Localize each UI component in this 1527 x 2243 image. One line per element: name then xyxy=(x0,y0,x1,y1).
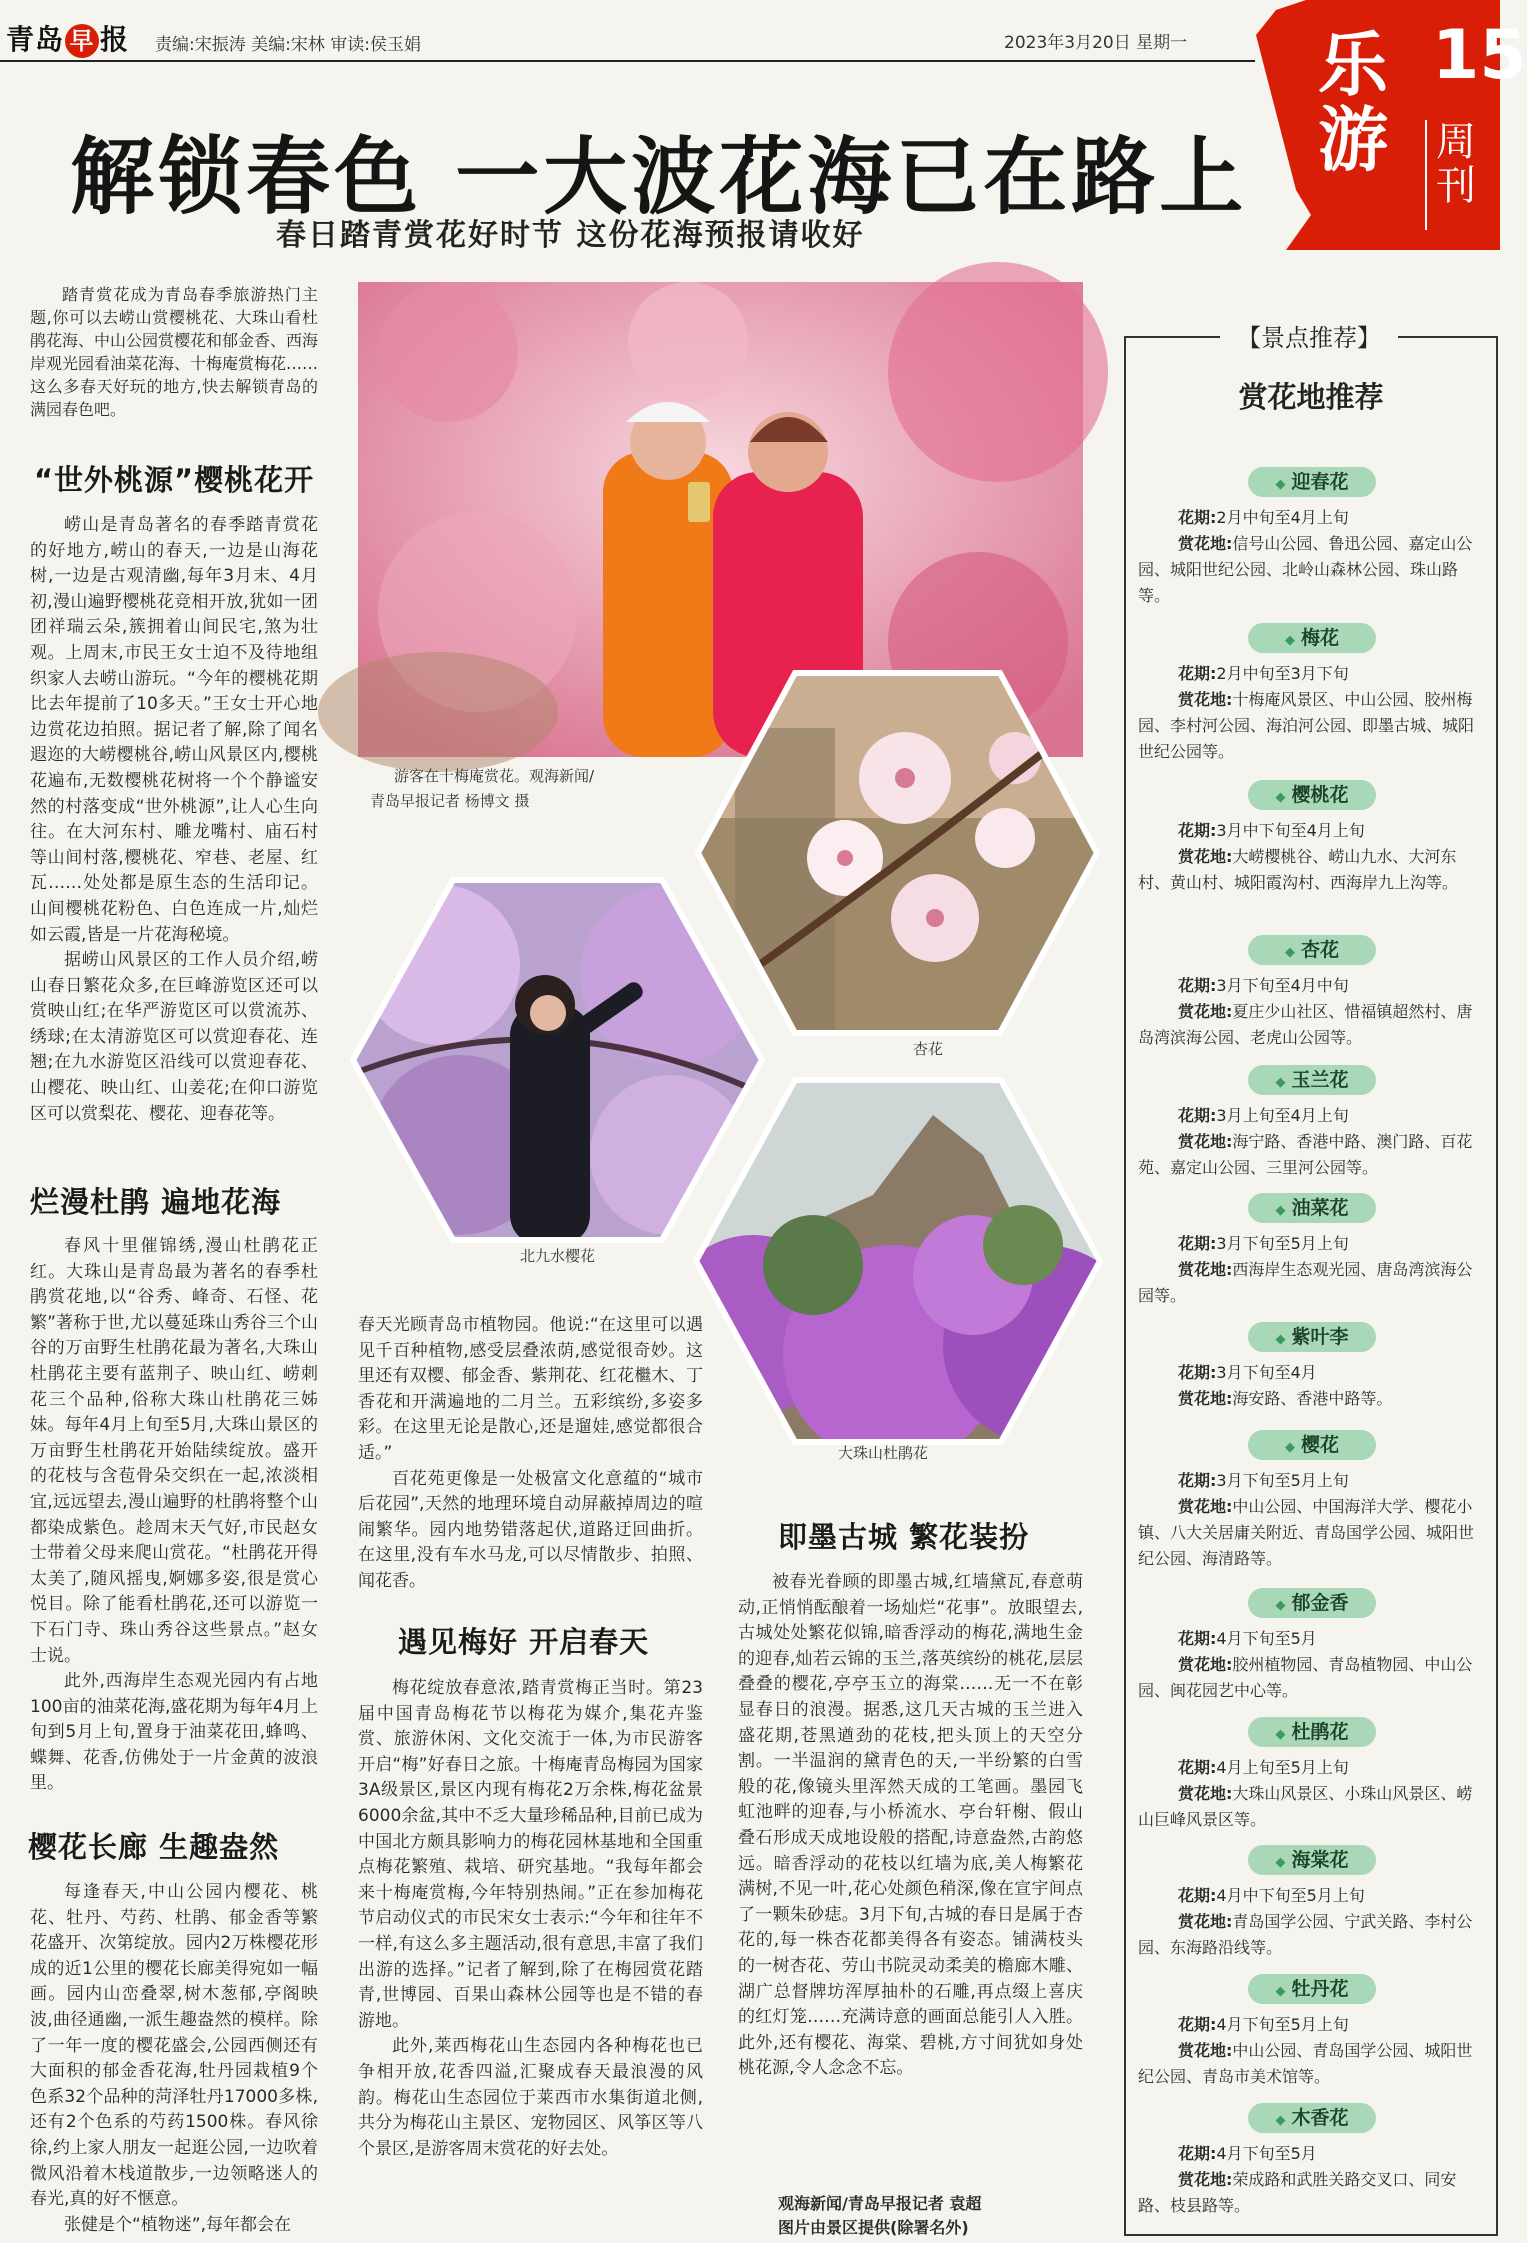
flower-locations xyxy=(1138,2038,1482,2090)
flower-period xyxy=(1138,661,1482,687)
flower-name-badge: ◆ 郁金香 xyxy=(1248,1588,1376,1618)
flower-period xyxy=(1138,1626,1482,1652)
section-title-azalea: 烂漫杜鹃 遍地花海 xyxy=(30,1185,282,1219)
flower-info xyxy=(1138,1103,1482,1181)
location-value: 夏庄少山社区、惜福镇超然村、唐岛湾滨海公园、老虎山公园等。 xyxy=(1138,1002,1473,1047)
location-value: 海安路、香港中路等。 xyxy=(1232,1389,1393,1408)
weekly-label: 周刊 xyxy=(1436,119,1476,209)
location-label: 赏花地: xyxy=(1178,1497,1233,1516)
flower-name-badge: ◆ 杜鹃花 xyxy=(1248,1717,1376,1747)
flower-locations xyxy=(1138,999,1482,1051)
location-label: 赏花地: xyxy=(1178,2170,1233,2189)
flower-info xyxy=(1138,1755,1482,1833)
flower-period xyxy=(1138,1231,1482,1257)
location-label: 赏花地: xyxy=(1178,534,1233,553)
plum-section-body: 梅花绽放春意浓,踏青赏梅正当时。第23届中国青岛梅花节以梅花为媒介,集花卉鉴赏、旅游休闲、文化交流于一体,为市民游客开启“梅”好春日之旅。十梅庵青岛梅园为国家3A级景区,景区内现有梅花2万余株,梅花盆景6000余盆,其中不乏大量珍稀品种,目前已成为中国北方颇具影响力的梅花园林基地和全国重点梅花繁殖、栽培、研究基地。“我每年都会来十梅庵赏梅,今年特别热闹。”正在参加梅花节启动仪式的市民宋女士表示:“今年和往年不一样,有这么多主题活动,很有意思,丰富了我们出游的选择。”记者了解到,除了在梅园赏花踏青,世博园、百果山森林公园等也是不错的春游地。 此外,莱西梅花山生态园内各种梅花也已争相开放,花香四溢,汇聚成春天最浪漫的风韵。梅花山生态园位于莱西市水集街道北侧,共分为梅花山主景区、宠物园区、风筝区等八个景区,是游客周末赏花的好去处。 xyxy=(358,1678,703,2159)
flower-info xyxy=(1138,818,1482,896)
flower-locations xyxy=(1138,844,1482,896)
main-photo-caption-line1: 游客在十梅庵赏花。观海新闻/ xyxy=(394,767,595,785)
section-name-char1: 乐 xyxy=(1318,24,1388,106)
flower-name-badge: ◆ 牡丹花 xyxy=(1248,1974,1376,2004)
section1-body: 崂山是青岛著名的春季踏青赏花的好地方,崂山的春天,一边是山海花树,一边是古观清幽,每年3月末、4月初,漫山遍野樱桃花竞相开放,犹如一团团祥瑞云朵,簇拥着山间民宅,煞为壮观。上周末,市民王女士迫不及待地组织家人去崂山游玩。“今年的樱桃花期比去年提前了10多天。”王女士开心地边赏花边拍照。据记者了解,除了闻名遐迩的大崂樱桃谷,崂山风景区内,樱桃花遍布,无数樱桃花树将一个个静谧安然的村落变成“世外桃源”,让人心生向往。在大河东村、雕龙嘴村、庙石村等山间村落,樱桃花、窄巷、老屋、红瓦……处处都是原生态的生活印记。山间樱桃花粉色、白色连成一片,灿烂如云霞,皆是一片花海秘境。 据崂山风景区的工作人员介绍,崂山春日繁花众多,在巨峰游览区还可以赏映山红;在华严游览区可以赏流苏、绣球;在太清游览区可以赏迎春花、连翘;在九水游览区沿线可以赏迎春花、山樱花、映山红、山姜花;在仰口游览区可以赏梨花、樱花、迎春花等。 xyxy=(30,515,318,1124)
flower-name-badge: ◆ 玉兰花 xyxy=(1248,1065,1376,1095)
flower-period xyxy=(1138,2141,1482,2167)
flower-info xyxy=(1138,1468,1482,1572)
flower-info xyxy=(1138,1883,1482,1961)
period-value: 3月下旬至5月上旬 xyxy=(1216,1471,1349,1490)
flower-name-badge: ◆ 杏花 xyxy=(1248,935,1376,965)
section-badge xyxy=(1256,0,1527,250)
location-value: 荣成路和武胜关路交叉口、同安路、枝县路等。 xyxy=(1138,2170,1457,2215)
jimo-section-body: 被春光眷顾的即墨古城,红墙黛瓦,春意萌动,正悄悄酝酿着一场灿烂“花事”。放眼望去,古城处处繁花似锦,暗香浮动的梅花,满地生金的迎春,灿若云锦的玉兰,落英缤纷的桃花,层层叠叠的樱花,亭亭玉立的海棠……无一不在彰显春日的浪漫。据悉,这几天古城的玉兰进入盛花期,苍黑遒劲的花枝,把头顶上的天空分割。一半温润的黛青色的天,一半纷繁的白雪般的花,像镜头里浑然天成的工笔画。墨园飞虹池畔的迎春,与小桥流水、亭台轩榭、假山叠石形成天成地设般的搭配,诗意盎然,古韵悠远。暗香浮动的花枝以红墙为底,美人梅繁花满树,不见一叶,花心处颜色稍深,像在宣宇间点了一颗朱砂痣。3月下旬,古城的春日是属于杏花的,每一株杏花都美得各有姿态。铺满枝头的一树杏花、劳山书院灵动柔美的檐廊木雕、湖广总督牌坊浑厚抽朴的石雕,再点缀上喜庆的红灯笼……充满诗意的画面总能引人入胜。此外,还有樱花、海棠、碧桃,方寸间犹如身处桃花源,令人念念不忘。 xyxy=(738,1572,1083,2079)
period-label: 花期: xyxy=(1178,2015,1217,2034)
period-value: 3月下旬至4月中旬 xyxy=(1216,976,1349,995)
location-label: 赏花地: xyxy=(1178,1784,1233,1803)
location-value: 信号山公园、鲁迅公园、嘉定山公园、城阳世纪公园、北岭山森林公园、珠山路等。 xyxy=(1138,534,1473,605)
location-label: 赏花地: xyxy=(1178,1132,1233,1151)
period-label: 花期: xyxy=(1178,1758,1217,1777)
flower-name-badge: ◆ 木香花 xyxy=(1248,2103,1376,2133)
location-value: 大珠山风景区、小珠山风景区、崂山巨峰风景区等。 xyxy=(1138,1784,1473,1829)
location-value: 海宁路、香港中路、澳门路、百花苑、嘉定山公园、三里河公园等。 xyxy=(1138,1132,1473,1177)
editor-credits: 责编:宋振涛 美编:宋林 审读:侯玉娟 xyxy=(155,35,421,55)
section-title-cherry-blossom: “世外桃源”樱桃花开 xyxy=(34,463,315,497)
location-label: 赏花地: xyxy=(1178,1389,1233,1408)
flower-locations xyxy=(1138,1257,1482,1309)
flower-period xyxy=(1138,505,1482,531)
section-title-plum: 遇见梅好 开启春天 xyxy=(398,1625,650,1659)
section2-body: 春风十里催锦绣,漫山杜鹃花正红。大珠山是青岛最为著名的春季杜鹃赏花地,以“谷秀、峰奇、石怪、花繁”著称于世,尤以蔓延珠山秀谷三个山谷的万亩野生杜鹃花最为著名,大珠山杜鹃花主要有蓝荆子、映山红、崂刺花三个品种,俗称大珠山杜鹃花三姊妹。每年4月上旬至5月,大珠山景区的万亩野生杜鹃花开始陆续绽放。盛开的花枝与含苞骨朵交织在一起,浓淡相宜,远远望去,漫山遍野的杜鹃将整个山都染成紫色。趁周末天气好,市民赵女士带着父母来爬山赏花。“杜鹃花开得太美了,随风摇曳,婀娜多姿,很是赏心悦目。除了能看杜鹃花,还可以游览一下石门寺、珠山秀谷这些景点。”赵女士说。 此外,西海岸生态观光园内有占地100亩的油菜花海,盛花期为每年4月上旬到5月上旬,置身于油菜花田,蜂鸣、蝶舞、花香,仿佛处于一片金黄的波浪里。 xyxy=(30,1236,318,1794)
flower-period xyxy=(1138,1468,1482,1494)
location-value: 西海岸生态观光园、唐岛湾滨海公园等。 xyxy=(1138,1260,1473,1305)
flower-locations xyxy=(1138,531,1482,609)
flower-locations xyxy=(1138,1909,1482,1961)
location-value: 中山公园、青岛国学公园、城阳世纪公园、青岛市美术馆等。 xyxy=(1138,2041,1473,2086)
period-label: 花期: xyxy=(1178,2144,1217,2163)
section3-body: 每逢春天,中山公园内樱花、桃花、牡丹、芍药、杜鹃、郁金香等繁花盛开、次第绽放。园内2万株樱花形成的近1公里的樱花长廊美得宛如一幅画。园内山峦叠翠,树木葱郁,亭阁映波,曲径通幽,一派生趣盎然的模样。除了一年一度的樱花盛会,公园西侧还有大面积的郁金香花海,牡丹园栽植9个色系32个品种的菏泽牡丹17000多株,还有2个色系的芍药1500株。春风徐徐,约上家人朋友一起逛公园,一边吹着微风沿着木栈道散步,一边领略迷人的春光,真的好不惬意。 张健是个“植物迷”,每年都会在 xyxy=(30,1882,318,2235)
section-name-char2: 游 xyxy=(1318,99,1388,181)
flower-info xyxy=(1138,2141,1482,2219)
flower-period xyxy=(1138,1883,1482,1909)
apricot-caption: 杏花 xyxy=(913,1040,944,1058)
period-value: 4月上旬至5月上旬 xyxy=(1216,1758,1349,1777)
flower-info xyxy=(1138,505,1482,609)
period-label: 花期: xyxy=(1178,1471,1217,1490)
location-value: 十梅庵风景区、中山公园、胶州梅园、李村河公园、海泊河公园、即墨古城、城阳世纪公园等。 xyxy=(1138,690,1475,761)
flower-name-badge: ◆ 樱桃花 xyxy=(1248,780,1376,810)
location-label: 赏花地: xyxy=(1178,1655,1233,1674)
flower-period xyxy=(1138,818,1482,844)
header-divider xyxy=(0,60,1255,62)
flower-period xyxy=(1138,2012,1482,2038)
period-value: 4月下旬至5月上旬 xyxy=(1216,2015,1349,2034)
period-value: 4月下旬至5月 xyxy=(1216,1629,1317,1648)
period-label: 花期: xyxy=(1178,1106,1217,1125)
location-value: 中山公园、中国海洋大学、樱花小镇、八大关居庸关附近、青岛国学公园、城阳世纪公园、海清路等。 xyxy=(1138,1497,1475,1568)
flower-locations xyxy=(1138,1781,1482,1833)
azalea-caption: 大珠山杜鹃花 xyxy=(838,1444,929,1462)
flower-name-badge: ◆ 樱花 xyxy=(1248,1430,1376,1460)
flower-info xyxy=(1138,2012,1482,2090)
flower-info xyxy=(1138,1231,1482,1309)
sidebar-tag: 【景点推荐】 xyxy=(1220,318,1398,353)
location-label: 赏花地: xyxy=(1178,1002,1233,1021)
period-label: 花期: xyxy=(1178,821,1217,840)
masthead-logo: 青岛 早 报 xyxy=(6,23,130,56)
location-value: 大崂樱桃谷、崂山九水、大河东村、黄山村、城阳霞沟村、西海岸九上沟等。 xyxy=(1138,847,1459,892)
period-value: 4月下旬至5月 xyxy=(1216,2144,1317,2163)
flower-period xyxy=(1138,1103,1482,1129)
flower-name-badge: ◆ 迎春花 xyxy=(1248,467,1376,497)
headline: 解锁春色 一大波花海已在路上 xyxy=(70,127,1248,226)
period-value: 3月下旬至5月上旬 xyxy=(1216,1234,1349,1253)
flower-info xyxy=(1138,661,1482,765)
flower-name-badge: ◆ 海棠花 xyxy=(1248,1845,1376,1875)
flower-period xyxy=(1138,1360,1482,1386)
period-label: 花期: xyxy=(1178,1629,1217,1648)
period-label: 花期: xyxy=(1178,1363,1217,1382)
main-photo-caption-line2: 青岛早报记者 杨博文 摄 xyxy=(370,792,530,810)
flower-locations xyxy=(1138,1129,1482,1181)
sidebar-title: 赏花地推荐 xyxy=(1238,380,1384,414)
section-title-jimo-old-town: 即墨古城 繁花装扮 xyxy=(778,1520,1030,1554)
flower-period xyxy=(1138,1755,1482,1781)
location-value: 青岛国学公园、宁武关路、李村公园、东海路沿线等。 xyxy=(1138,1912,1473,1957)
location-label: 赏花地: xyxy=(1178,847,1233,866)
flower-name-badge: ◆ 紫叶李 xyxy=(1248,1322,1376,1352)
flower-locations xyxy=(1138,1386,1482,1412)
flower-info xyxy=(1138,1626,1482,1704)
period-label: 花期: xyxy=(1178,1886,1217,1905)
period-label: 花期: xyxy=(1178,508,1217,527)
dazhushan-azalea-photo xyxy=(693,1075,1103,1447)
location-label: 赏花地: xyxy=(1178,2041,1233,2060)
page-number: 15 xyxy=(1432,16,1527,95)
flower-locations xyxy=(1138,1494,1482,1572)
flower-period xyxy=(1138,973,1482,999)
botanical-garden-body: 春天光顾青岛市植物园。他说:“在这里可以遇见千百种植物,感受层叠浓荫,感觉很奇妙。这里还有双樱、郁金香、紫荆花、红花檵木、丁香花和开满遍地的二月兰。五彩缤纷,多姿多彩。在这里无论是散心,还是遛娃,感觉都很合适。” 百花苑更像是一处极富文化意蕴的“城市后花园”,天然的地理环境自动屏蔽掉周边的喧闹繁华。园内地势错落起伏,道路迂回曲折。在这里,没有车水马龙,可以尽情散步、拍照、闻花香。 xyxy=(358,1315,703,1591)
period-label: 花期: xyxy=(1178,664,1217,683)
flower-locations xyxy=(1138,687,1482,765)
flower-name-badge: ◆ 油菜花 xyxy=(1248,1193,1376,1223)
subheadline: 春日踏青赏花好时节 这份花海预报请收好 xyxy=(276,218,865,253)
period-value: 3月中下旬至4月上旬 xyxy=(1216,821,1365,840)
period-value: 3月上旬至4月上旬 xyxy=(1216,1106,1349,1125)
publication-date: 2023年3月20日 星期一 xyxy=(1004,33,1188,53)
flower-name-badge: ◆ 梅花 xyxy=(1248,623,1376,653)
location-label: 赏花地: xyxy=(1178,1912,1233,1931)
period-value: 3月下旬至4月 xyxy=(1216,1363,1317,1382)
period-value: 2月中旬至4月上旬 xyxy=(1216,508,1349,527)
flower-locations xyxy=(1138,2167,1482,2219)
period-label: 花期: xyxy=(1178,976,1217,995)
cherry-caption: 北九水樱花 xyxy=(520,1247,596,1265)
flower-locations xyxy=(1138,1652,1482,1704)
period-label: 花期: xyxy=(1178,1234,1217,1253)
period-value: 2月中旬至3月下旬 xyxy=(1216,664,1349,683)
flower-info xyxy=(1138,1360,1482,1412)
intro-paragraph: 踏青赏花成为青岛春季旅游热门主题,你可以去崂山赏樱桃花、大珠山看杜鹃花海、中山公园赏樱花和郁金香、西海岸观光园看油菜花海、十梅庵赏梅花……这么多春天好玩的地方,快去解锁青岛的满园春色吧。 xyxy=(30,285,319,419)
article-byline: 观海新闻/青岛早报记者 袁超 图片由景区提供(除署名外) xyxy=(778,2194,982,2237)
period-value: 4月中下旬至5月上旬 xyxy=(1216,1886,1365,1905)
flower-info xyxy=(1138,973,1482,1051)
location-label: 赏花地: xyxy=(1178,690,1233,709)
location-value: 胶州植物园、青岛植物园、中山公园、闽花园艺中心等。 xyxy=(1138,1655,1473,1700)
section-title-sakura-corridor: 樱花长廊 生趣盎然 xyxy=(28,1830,280,1864)
location-label: 赏花地: xyxy=(1178,1260,1233,1279)
